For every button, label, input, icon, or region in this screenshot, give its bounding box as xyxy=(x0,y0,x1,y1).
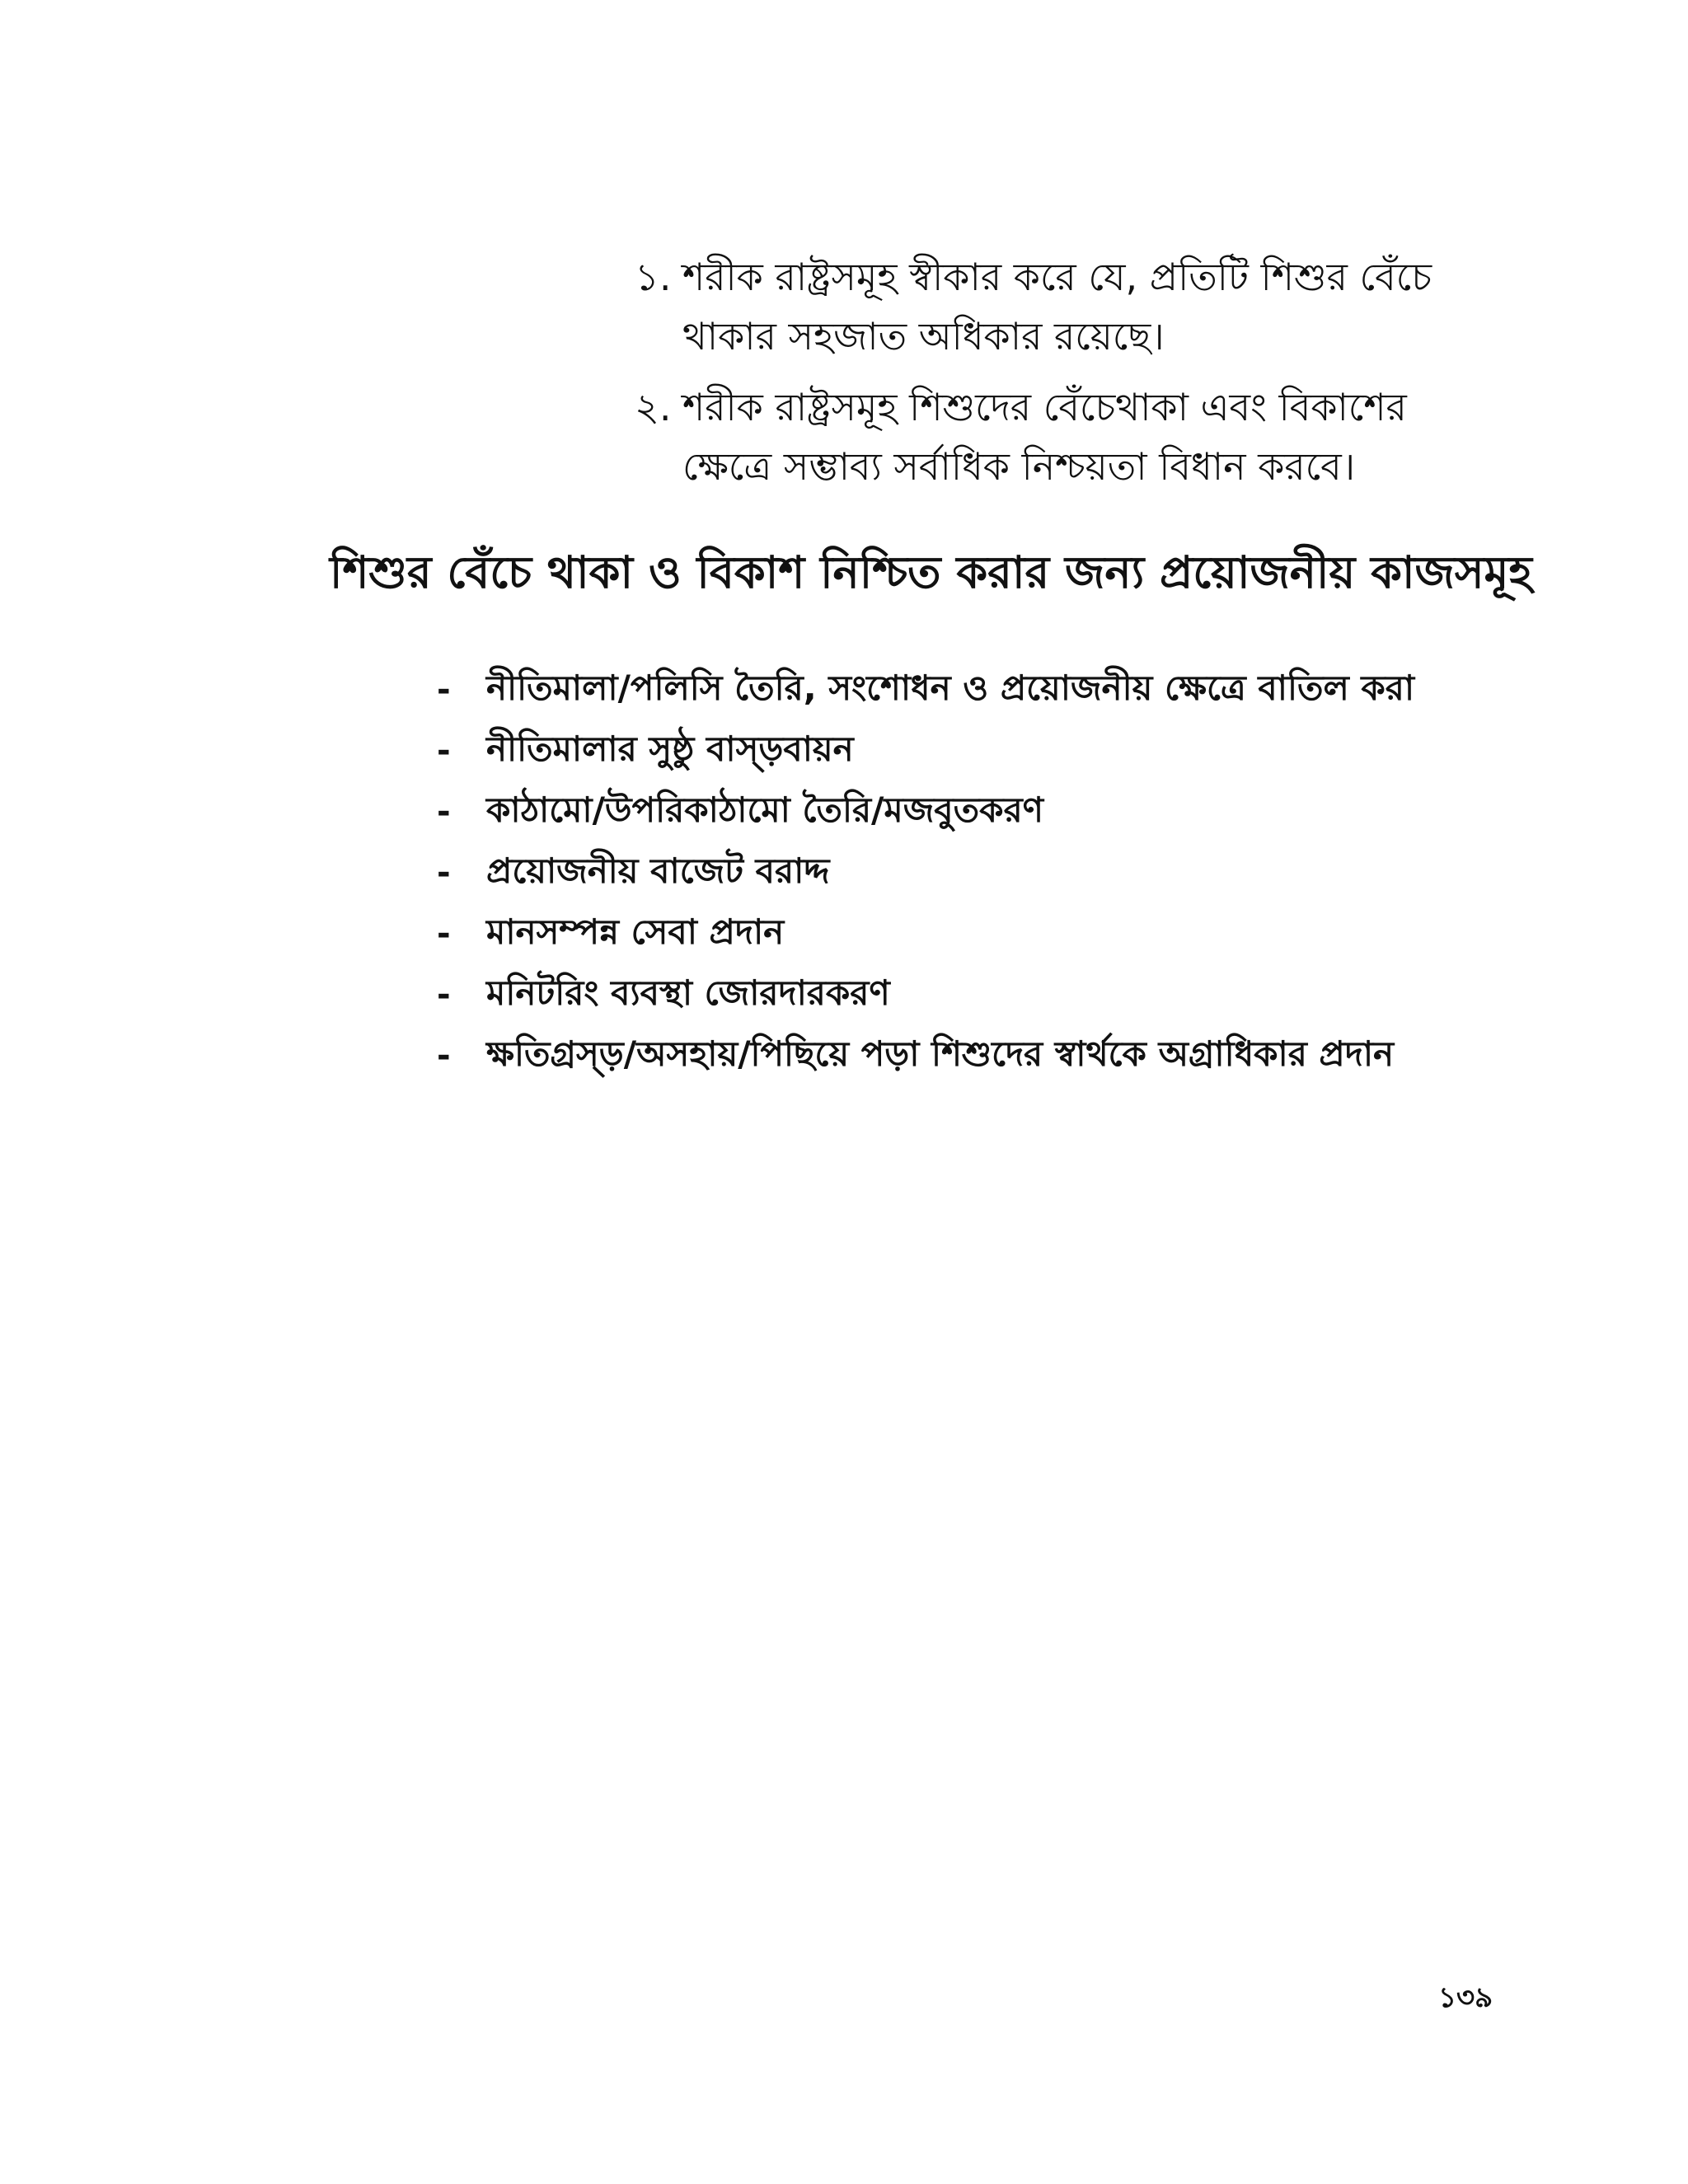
clause-1 xyxy=(635,247,1475,366)
dash-bullet: - xyxy=(437,1037,451,1075)
clause-1-line-2: থাকার সহজাত অধিকার রয়েছে। xyxy=(682,314,1165,359)
list-item-text: নীতিমালার সুষ্ঠু বাস্ড়বায়ন xyxy=(486,728,854,769)
list-item-text: কাঠামো/উপরিকাঠামো তৈরি/মজবুতকরণ xyxy=(486,789,1044,830)
list-item xyxy=(437,842,1426,903)
clause-2-number: ২. xyxy=(635,385,672,429)
clause-2-text xyxy=(682,377,1475,496)
dash-bullet: - xyxy=(437,854,451,892)
list-item-text: নীতিমালা/পলিসি তৈরি, সংশোধন ও প্রয়োজনীয় ক্ষেত্রে বাতিল করা xyxy=(486,667,1415,708)
clause-1-line-1: শরীক রাষ্ট্রসমূহ স্বীকার করে যে, প্রতিটি শিশুর বেঁচে xyxy=(682,255,1432,299)
dash-bullet: - xyxy=(437,732,451,770)
actions-list xyxy=(437,659,1426,1086)
dash-bullet: - xyxy=(437,671,451,709)
dash-bullet: - xyxy=(437,915,451,953)
list-item-text: ক্ষতিগ্রস্ড়/অসহায়/পিছিয়ে পড়া শিশুদের স্বার্থকে অগ্রাধিকার প্রদান xyxy=(486,1033,1395,1074)
clause-1-number: ১. xyxy=(635,255,672,299)
list-item xyxy=(437,1025,1426,1086)
clause-2-line-2: ক্ষেত্রে সম্ভাব্য সর্বাধিক নিশ্চয়তা বিধান করবে। xyxy=(682,444,1356,489)
list-item-text: মানসম্পন্ন সেবা প্রদান xyxy=(486,911,785,952)
page-number: ১৩৯ xyxy=(1438,1981,1493,2014)
list-item-text: মনিটরিং ব্যবস্থা জোরদারকরণ xyxy=(486,972,890,1013)
list-item xyxy=(437,781,1426,842)
section-heading: শিশুর বেঁচে থাকা ও বিকাশ নিশ্চিত করার জন্য প্রয়োজনীয় কাজসমূহ xyxy=(330,546,1532,598)
numbered-clauses xyxy=(635,247,1475,508)
list-item xyxy=(437,720,1426,781)
list-item xyxy=(437,964,1426,1025)
list-item-text: প্রয়োজনীয় বাজেট বরাদ্দ xyxy=(486,850,830,891)
clause-1-text xyxy=(682,247,1475,366)
clause-2-line-1: শরীক রাষ্ট্রসমূহ শিশুদের বেঁচেথাকা এবং বিকাশের xyxy=(682,385,1407,429)
dash-bullet: - xyxy=(437,976,451,1014)
list-item xyxy=(437,659,1426,720)
list-item xyxy=(437,903,1426,964)
dash-bullet: - xyxy=(437,793,451,831)
clause-2 xyxy=(635,377,1475,496)
